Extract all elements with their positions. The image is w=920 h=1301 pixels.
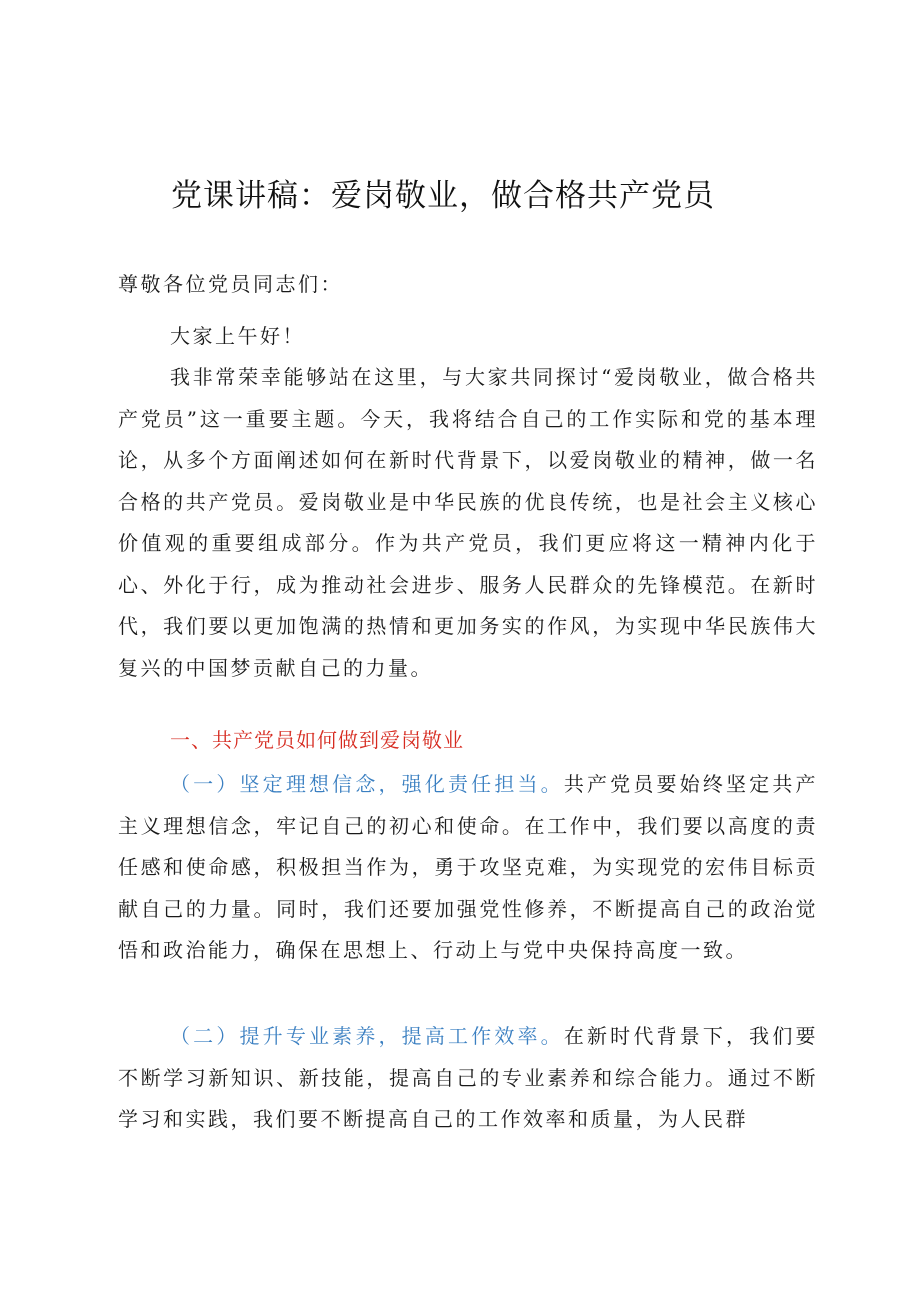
greeting-paragraph: 大家上午好！ bbox=[170, 324, 305, 348]
subsection-2-heading: （二）提升专业素养，提高工作效率。 bbox=[170, 1024, 564, 1048]
subsection-1-text: 共产党员要始终坚定共产主义理想信念，牢记自己的初心和使命。在工作中，我们要以高度的责任感和使命感，积极担当作为，勇于攻坚克难，为实现党的宏伟目标贡献自己的力量。同时，我们还要加强党性修养，不断提高自己的政治觉悟和政治能力，确保在思想上、行动上与党中央保持高度一致。 bbox=[118, 772, 819, 962]
subsection-2-paragraph bbox=[118, 1016, 818, 1141]
document-title: 党课讲稿：爱岗敬业，做合格共产党员 bbox=[171, 178, 715, 214]
section-heading: 一、共产党员如何做到爱岗敬业 bbox=[170, 728, 464, 752]
subsection-1-paragraph bbox=[118, 764, 818, 972]
subsection-1-heading: （一）坚定理想信念，强化责任担当。 bbox=[170, 772, 564, 796]
subsection-2-text: 在新时代背景下，我们要不断学习新知识、新技能，提高自己的专业素养和综合能力。通过不断学习和实践，我们要不断提高自己的工作效率和质量，为人民群 bbox=[118, 1024, 819, 1131]
salutation: 尊敬各位党员同志们： bbox=[118, 272, 343, 296]
intro-paragraph: 我非常荣幸能够站在这里，与大家共同探讨“爱岗敬业，做合格共产党员”这一重要主题。今天，我将结合自己的工作实际和党的基本理论，从多个方面阐述如何在新时代背景下，以爱岗敬业的精神，做一名合格的共产党员。爱岗敬业是中华民族的优良传统，也是社会主义核心价值观的重要组成部分。作为共产党员，我们更应将这一精神内化于心、外化于行，成为推动社会进步、服务人民群众的先锋模范。在新时代，我们要以更加饱满的热情和更加务实的作风，为实现中华民族伟大复兴的中国梦贡献自己的力量。 bbox=[118, 365, 818, 680]
